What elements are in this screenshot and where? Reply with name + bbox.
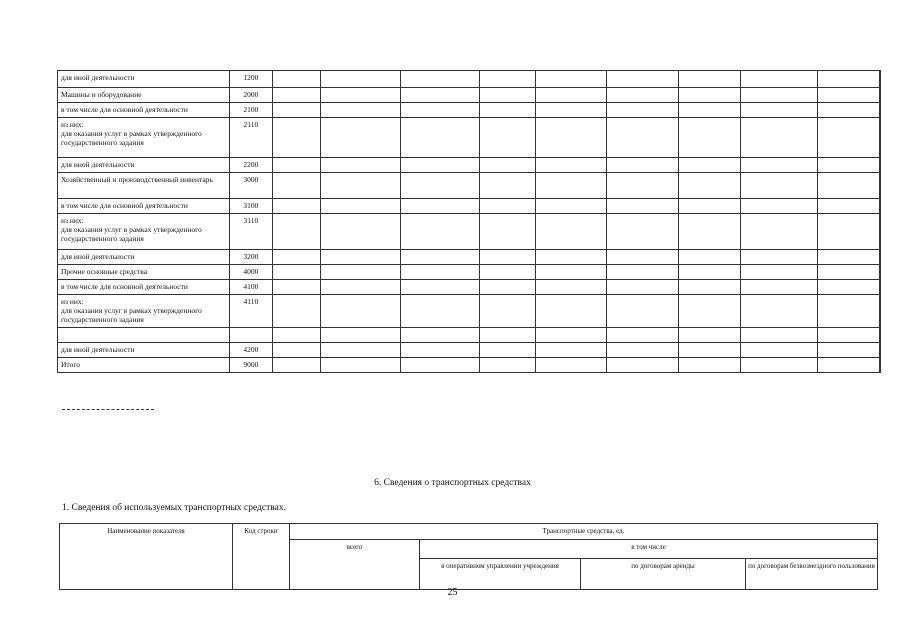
row-indicator-name: Итого xyxy=(58,358,230,373)
empty-cell xyxy=(321,265,401,280)
empty-cell xyxy=(479,158,535,173)
empty-cell xyxy=(321,250,401,265)
empty-cell xyxy=(401,280,479,295)
row-code: 2000 xyxy=(229,88,272,103)
row-indicator-name: в том числе для основной деятельности xyxy=(58,199,230,214)
empty-cell xyxy=(321,118,401,158)
empty-cell xyxy=(479,328,535,343)
empty-cell xyxy=(401,265,479,280)
row-code: 4100 xyxy=(229,280,272,295)
row-indicator-name: Прочие основные средства xyxy=(58,265,230,280)
empty-cell xyxy=(606,199,678,214)
header-operational-management: в оперативном управлении учреждения xyxy=(420,559,581,590)
table-row xyxy=(58,358,881,373)
empty-cell xyxy=(321,358,401,373)
empty-cell xyxy=(401,328,479,343)
empty-cell xyxy=(321,103,401,118)
row-indicator-name: в том числе для основной деятельности xyxy=(58,103,230,118)
row-code: 9000 xyxy=(229,358,272,373)
empty-cell xyxy=(678,158,740,173)
empty-cell xyxy=(321,173,401,199)
empty-cell xyxy=(880,71,881,88)
empty-cell xyxy=(321,280,401,295)
empty-cell xyxy=(321,214,401,250)
row-indicator-name: Хозяйственный и производственный инвентарь xyxy=(58,173,230,199)
empty-cell xyxy=(817,250,880,265)
row-code: 4000 xyxy=(229,265,272,280)
empty-cell xyxy=(272,103,321,118)
empty-cell xyxy=(880,343,881,358)
empty-cell xyxy=(536,343,606,358)
empty-cell xyxy=(606,158,678,173)
empty-cell xyxy=(321,158,401,173)
empty-cell xyxy=(401,250,479,265)
header-total: всего xyxy=(290,540,420,590)
empty-cell xyxy=(272,328,321,343)
table-row xyxy=(58,103,881,118)
empty-cell xyxy=(606,103,678,118)
empty-cell xyxy=(678,71,740,88)
empty-cell xyxy=(272,280,321,295)
empty-cell xyxy=(606,250,678,265)
table-row xyxy=(58,328,881,343)
empty-cell xyxy=(741,295,817,328)
page-number: 25 xyxy=(447,587,458,598)
empty-cell xyxy=(479,199,535,214)
empty-cell xyxy=(401,158,479,173)
empty-cell xyxy=(880,280,881,295)
empty-cell xyxy=(817,358,880,373)
row-code xyxy=(229,328,272,343)
empty-cell xyxy=(741,250,817,265)
empty-cell xyxy=(536,173,606,199)
fixed-assets-table xyxy=(57,70,881,373)
vehicles-table xyxy=(59,523,878,590)
empty-cell xyxy=(741,214,817,250)
row-code: 2200 xyxy=(229,158,272,173)
table-row xyxy=(58,118,881,158)
empty-cell xyxy=(536,158,606,173)
empty-cell xyxy=(741,343,817,358)
empty-cell xyxy=(401,173,479,199)
empty-cell xyxy=(479,343,535,358)
empty-cell xyxy=(321,328,401,343)
empty-cell xyxy=(272,295,321,328)
empty-cell xyxy=(536,295,606,328)
empty-cell xyxy=(678,103,740,118)
empty-cell xyxy=(272,173,321,199)
header-indicator-name: Наименование показателя xyxy=(60,524,233,590)
empty-cell xyxy=(678,118,740,158)
empty-cell xyxy=(272,250,321,265)
empty-cell xyxy=(536,265,606,280)
empty-cell xyxy=(817,214,880,250)
empty-cell xyxy=(880,328,881,343)
empty-cell xyxy=(817,265,880,280)
table-row xyxy=(58,214,881,250)
row-code: 3200 xyxy=(229,250,272,265)
empty-cell xyxy=(817,88,880,103)
empty-cell xyxy=(817,158,880,173)
empty-cell xyxy=(606,118,678,158)
empty-cell xyxy=(741,118,817,158)
empty-cell xyxy=(272,358,321,373)
row-indicator-name: для иной деятельности xyxy=(58,343,230,358)
footnote-separator xyxy=(62,409,154,410)
empty-cell xyxy=(479,280,535,295)
empty-cell xyxy=(741,88,817,103)
empty-cell xyxy=(817,71,880,88)
empty-cell xyxy=(817,295,880,328)
empty-cell xyxy=(606,214,678,250)
header-including: в том числе xyxy=(420,540,878,559)
empty-cell xyxy=(479,358,535,373)
empty-cell xyxy=(401,199,479,214)
table-row xyxy=(58,199,881,214)
row-indicator-name: Машины и оборудование xyxy=(58,88,230,103)
empty-cell xyxy=(678,328,740,343)
section-title: 6. Сведения о транспортных средствах xyxy=(374,478,531,488)
empty-cell xyxy=(880,158,881,173)
empty-cell xyxy=(880,214,881,250)
empty-cell xyxy=(606,295,678,328)
row-indicator-name: из них: для оказания услуг в рамках утвержденного государственного задания xyxy=(58,295,230,328)
empty-cell xyxy=(272,71,321,88)
empty-cell xyxy=(536,280,606,295)
empty-cell xyxy=(741,173,817,199)
empty-cell xyxy=(741,265,817,280)
empty-cell xyxy=(678,343,740,358)
empty-cell xyxy=(678,199,740,214)
empty-cell xyxy=(678,358,740,373)
empty-cell xyxy=(880,103,881,118)
empty-cell xyxy=(272,343,321,358)
empty-cell xyxy=(479,103,535,118)
empty-cell xyxy=(479,88,535,103)
empty-cell xyxy=(817,118,880,158)
empty-cell xyxy=(817,173,880,199)
empty-cell xyxy=(536,199,606,214)
empty-cell xyxy=(606,358,678,373)
empty-cell xyxy=(678,214,740,250)
empty-cell xyxy=(606,71,678,88)
empty-cell xyxy=(536,328,606,343)
empty-cell xyxy=(880,118,881,158)
empty-cell xyxy=(536,118,606,158)
empty-cell xyxy=(678,295,740,328)
empty-cell xyxy=(479,173,535,199)
empty-cell xyxy=(321,71,401,88)
row-code: 3100 xyxy=(229,199,272,214)
empty-cell xyxy=(272,265,321,280)
empty-cell xyxy=(536,88,606,103)
empty-cell xyxy=(321,343,401,358)
header-vehicles: Транспортные средства, ед. xyxy=(290,524,878,540)
empty-cell xyxy=(741,280,817,295)
table-row xyxy=(58,158,881,173)
empty-cell xyxy=(479,71,535,88)
row-indicator-name: для иной деятельности xyxy=(58,158,230,173)
empty-cell xyxy=(741,71,817,88)
empty-cell xyxy=(321,295,401,328)
header-lease: по договорам аренды xyxy=(581,559,746,590)
empty-cell xyxy=(272,199,321,214)
empty-cell xyxy=(536,358,606,373)
subsection-title: 1. Сведения об используемых транспортных средствах. xyxy=(62,503,286,513)
table-row xyxy=(58,88,881,103)
empty-cell xyxy=(880,199,881,214)
empty-cell xyxy=(536,214,606,250)
row-indicator-name: из них: для оказания услуг в рамках утвержденного государственного задания xyxy=(58,214,230,250)
row-indicator-name: в том числе для основной деятельности xyxy=(58,280,230,295)
empty-cell xyxy=(741,328,817,343)
empty-cell xyxy=(401,103,479,118)
empty-cell xyxy=(272,88,321,103)
empty-cell xyxy=(536,103,606,118)
empty-cell xyxy=(401,71,479,88)
table-row xyxy=(58,343,881,358)
table-row xyxy=(58,295,881,328)
empty-cell xyxy=(678,280,740,295)
table-row xyxy=(58,71,881,88)
header-row-code: Код строки xyxy=(233,524,290,590)
empty-cell xyxy=(479,250,535,265)
empty-cell xyxy=(606,280,678,295)
empty-cell xyxy=(401,118,479,158)
empty-cell xyxy=(678,88,740,103)
empty-cell xyxy=(817,199,880,214)
row-code: 1200 xyxy=(229,71,272,88)
empty-cell xyxy=(606,173,678,199)
empty-cell xyxy=(817,103,880,118)
table-row xyxy=(58,173,881,199)
empty-cell xyxy=(536,71,606,88)
row-indicator-name xyxy=(58,328,230,343)
empty-cell xyxy=(678,265,740,280)
empty-cell xyxy=(272,158,321,173)
empty-cell xyxy=(479,118,535,158)
header-free-use: по договорам безвозмездного пользования xyxy=(746,559,878,590)
empty-cell xyxy=(880,265,881,280)
empty-cell xyxy=(880,173,881,199)
table-row xyxy=(58,280,881,295)
empty-cell xyxy=(606,328,678,343)
empty-cell xyxy=(880,358,881,373)
row-code: 4200 xyxy=(229,343,272,358)
empty-cell xyxy=(606,265,678,280)
empty-cell xyxy=(741,103,817,118)
table-row xyxy=(58,250,881,265)
empty-cell xyxy=(272,214,321,250)
row-code: 2100 xyxy=(229,103,272,118)
empty-cell xyxy=(321,88,401,103)
empty-cell xyxy=(401,358,479,373)
empty-cell xyxy=(817,328,880,343)
empty-cell xyxy=(741,199,817,214)
row-indicator-name: для иной деятельности xyxy=(58,71,230,88)
empty-cell xyxy=(880,295,881,328)
empty-cell xyxy=(741,358,817,373)
empty-cell xyxy=(321,199,401,214)
empty-cell xyxy=(401,214,479,250)
empty-cell xyxy=(479,214,535,250)
empty-cell xyxy=(678,173,740,199)
empty-cell xyxy=(401,295,479,328)
empty-cell xyxy=(880,88,881,103)
empty-cell xyxy=(536,250,606,265)
empty-cell xyxy=(479,265,535,280)
empty-cell xyxy=(272,118,321,158)
empty-cell xyxy=(401,88,479,103)
empty-cell xyxy=(880,250,881,265)
empty-cell xyxy=(817,280,880,295)
empty-cell xyxy=(401,343,479,358)
row-indicator-name: для иной деятельности xyxy=(58,250,230,265)
empty-cell xyxy=(817,343,880,358)
empty-cell xyxy=(606,343,678,358)
row-code: 4110 xyxy=(229,295,272,328)
table-row xyxy=(58,265,881,280)
row-indicator-name: из них: для оказания услуг в рамках утвержденного государственного задания xyxy=(58,118,230,158)
empty-cell xyxy=(606,88,678,103)
empty-cell xyxy=(479,295,535,328)
row-code: 3110 xyxy=(229,214,272,250)
row-code: 3000 xyxy=(229,173,272,199)
row-code: 2110 xyxy=(229,118,272,158)
empty-cell xyxy=(678,250,740,265)
empty-cell xyxy=(741,158,817,173)
